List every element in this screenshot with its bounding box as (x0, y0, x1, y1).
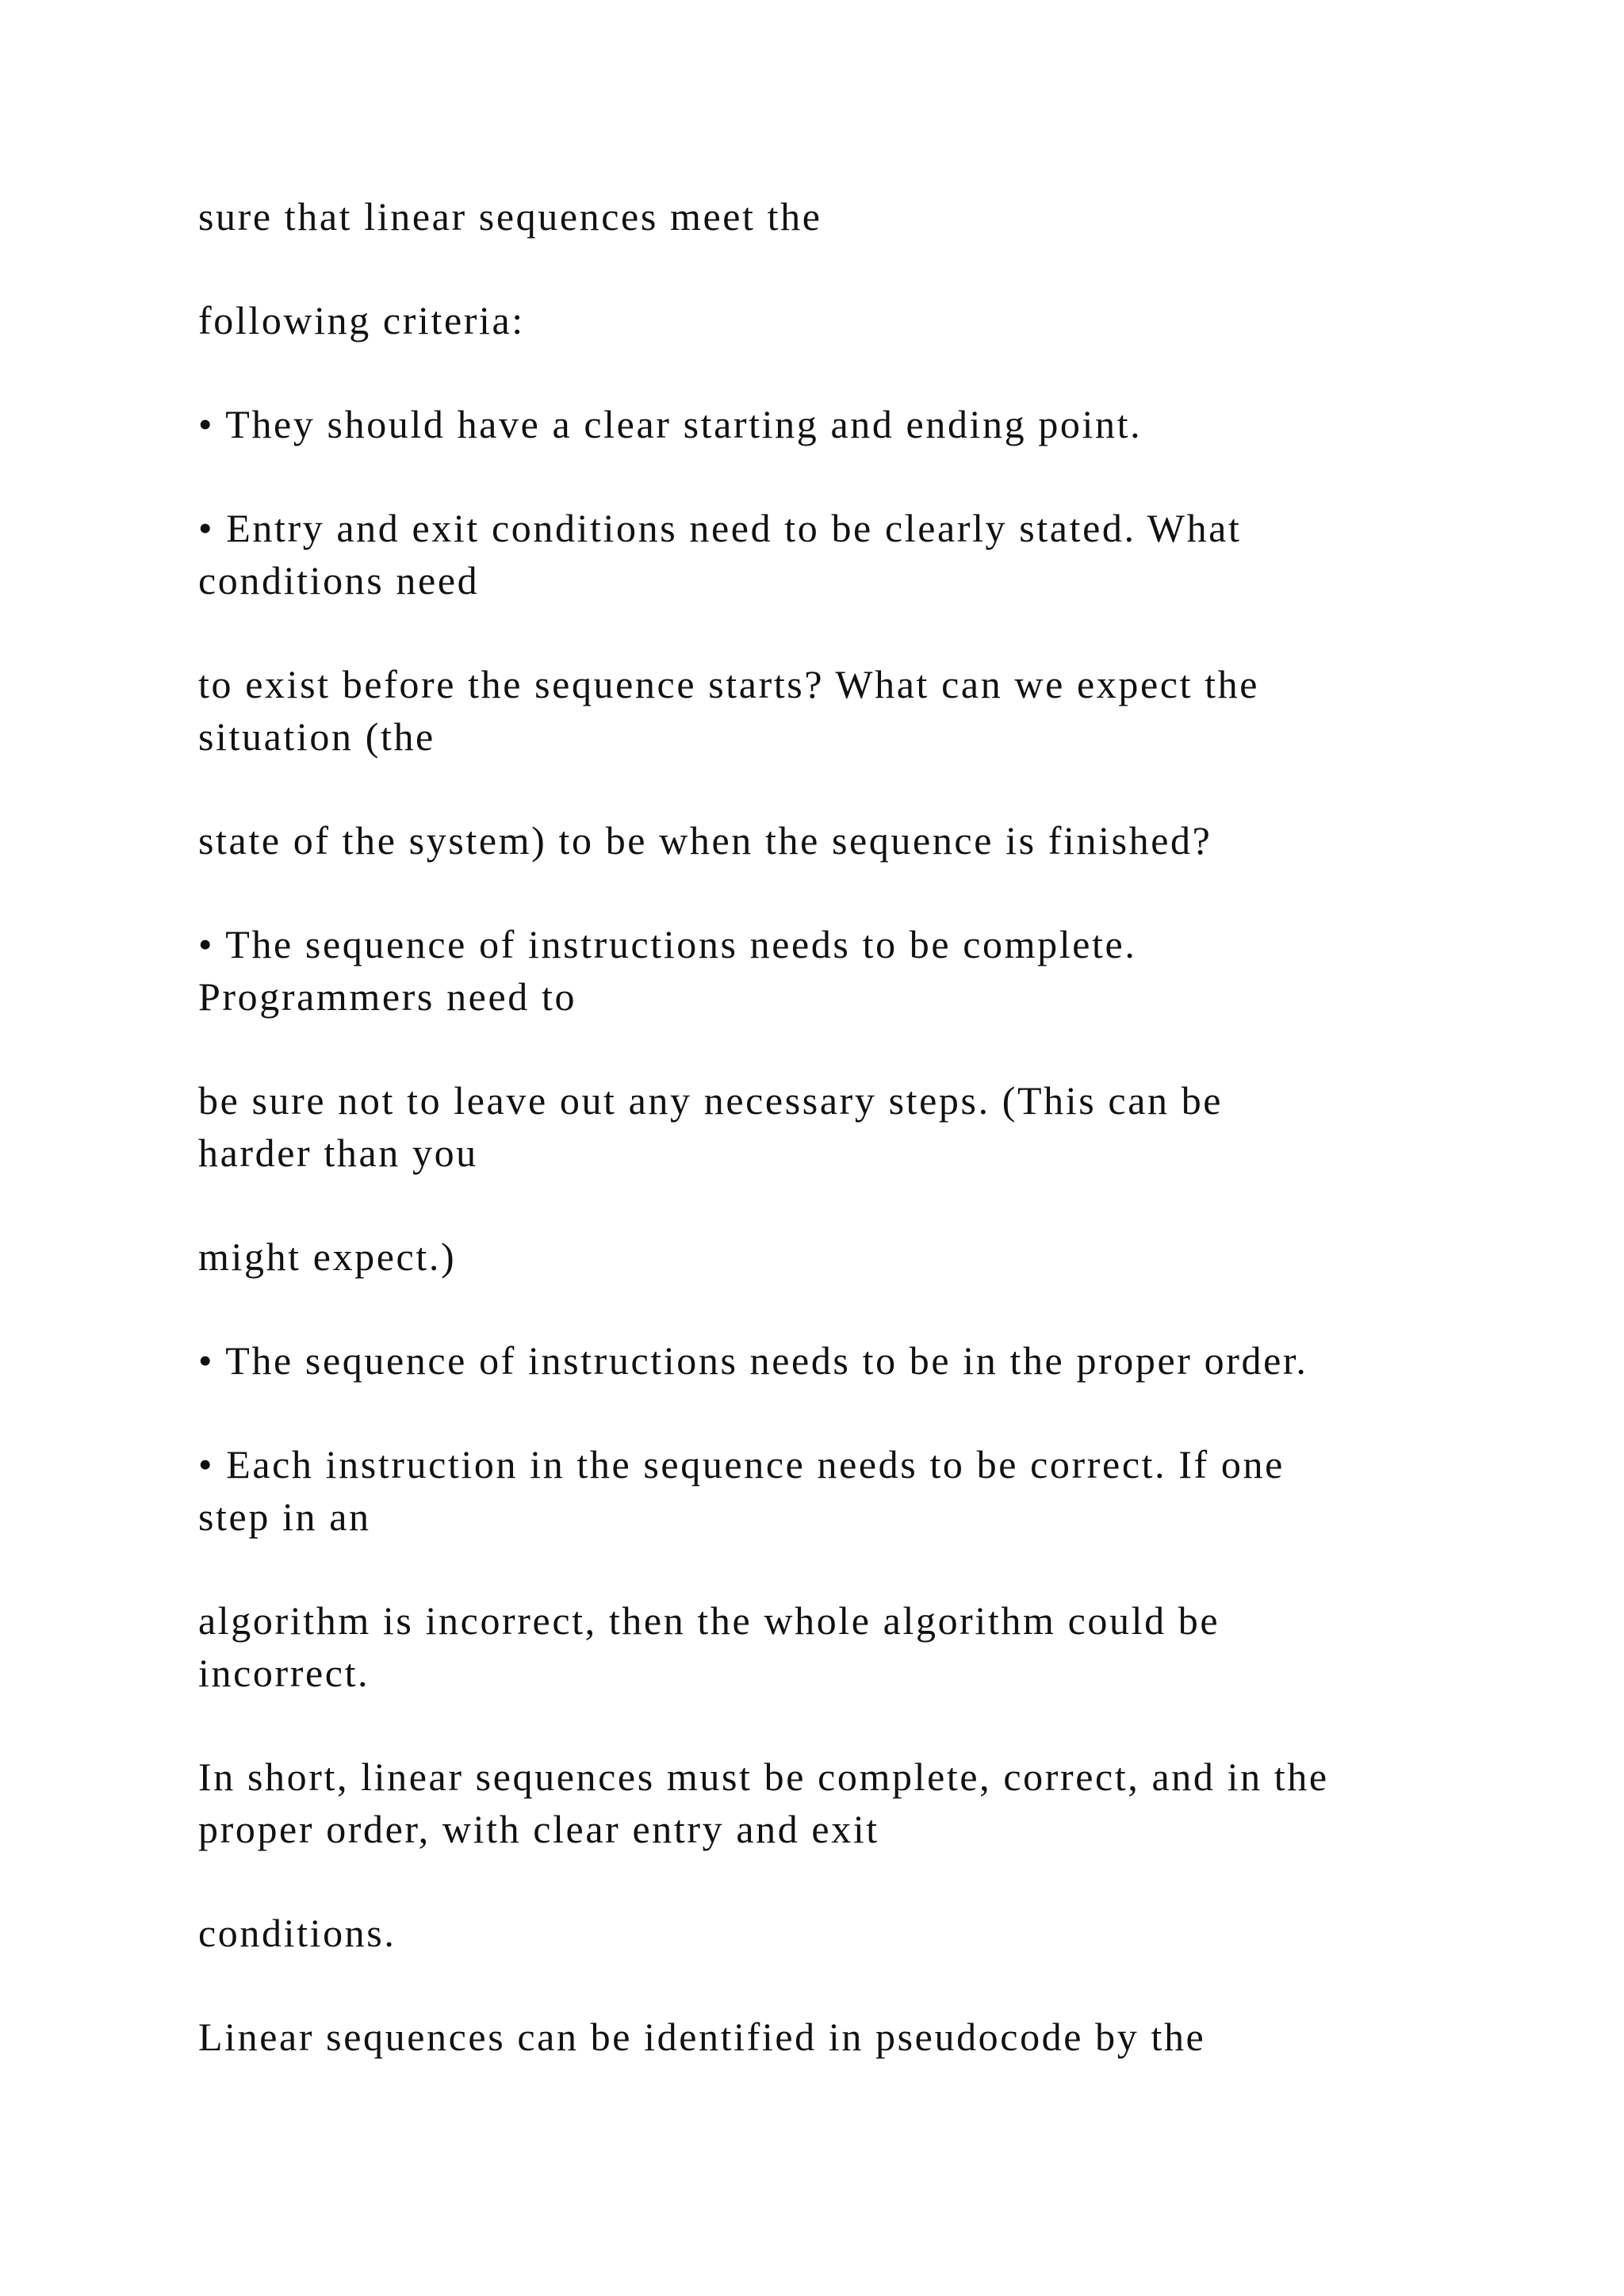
text-line: • The sequence of instructions needs to be in the proper order. (198, 1338, 1308, 1383)
summary-paragraph (198, 1751, 1467, 1855)
paragraph (198, 1074, 1467, 1179)
bullet-paragraph (198, 1334, 1467, 1387)
text-line: • They should have a clear starting and ending point. (198, 402, 1143, 446)
text-line: algorithm is incorrect, then the whole algorithm could be (198, 1598, 1220, 1643)
paragraph (198, 1594, 1467, 1699)
text-line: • The sequence of instructions needs to be complete. (198, 922, 1137, 966)
bullet-paragraph (198, 398, 1467, 450)
bullet-paragraph (198, 918, 1467, 1023)
text-line: be sure not to leave out any necessary steps. (This can be (198, 1078, 1224, 1123)
text-line: conditions. (198, 1911, 396, 1955)
paragraph (198, 1907, 1467, 1959)
text-line: Linear sequences can be identified in pseudocode by the (198, 2015, 1206, 2059)
text-line: to exist before the sequence starts? What can we expect the (198, 662, 1260, 706)
text-line: • Entry and exit conditions need to be clearly stated. What (198, 506, 1242, 550)
text-line: In short, linear sequences must be complete, correct, and in the (198, 1755, 1329, 1799)
paragraph (198, 814, 1467, 867)
text-line: situation (the (198, 714, 435, 759)
text-line: conditions need (198, 558, 480, 603)
text-line: might expect.) (198, 1234, 457, 1279)
paragraph (198, 1230, 1467, 1283)
text-line: harder than you (198, 1131, 478, 1175)
text-line: proper order, with clear entry and exit (198, 1807, 879, 1851)
paragraph (198, 658, 1467, 763)
text-line: state of the system) to be when the sequence is finished? (198, 818, 1212, 863)
paragraph (198, 2011, 1467, 2063)
paragraph (198, 190, 1467, 243)
text-line: Programmers need to (198, 974, 577, 1019)
text-line: incorrect. (198, 1651, 370, 1695)
paragraph (198, 294, 1467, 346)
text-line: step in an (198, 1494, 371, 1539)
text-line: following criteria: (198, 298, 525, 342)
document-body (198, 190, 1467, 2114)
text-line: sure that linear sequences meet the (198, 194, 822, 239)
bullet-paragraph (198, 1438, 1467, 1543)
bullet-paragraph (198, 502, 1467, 607)
text-line: • Each instruction in the sequence needs to be correct. If one (198, 1442, 1285, 1487)
